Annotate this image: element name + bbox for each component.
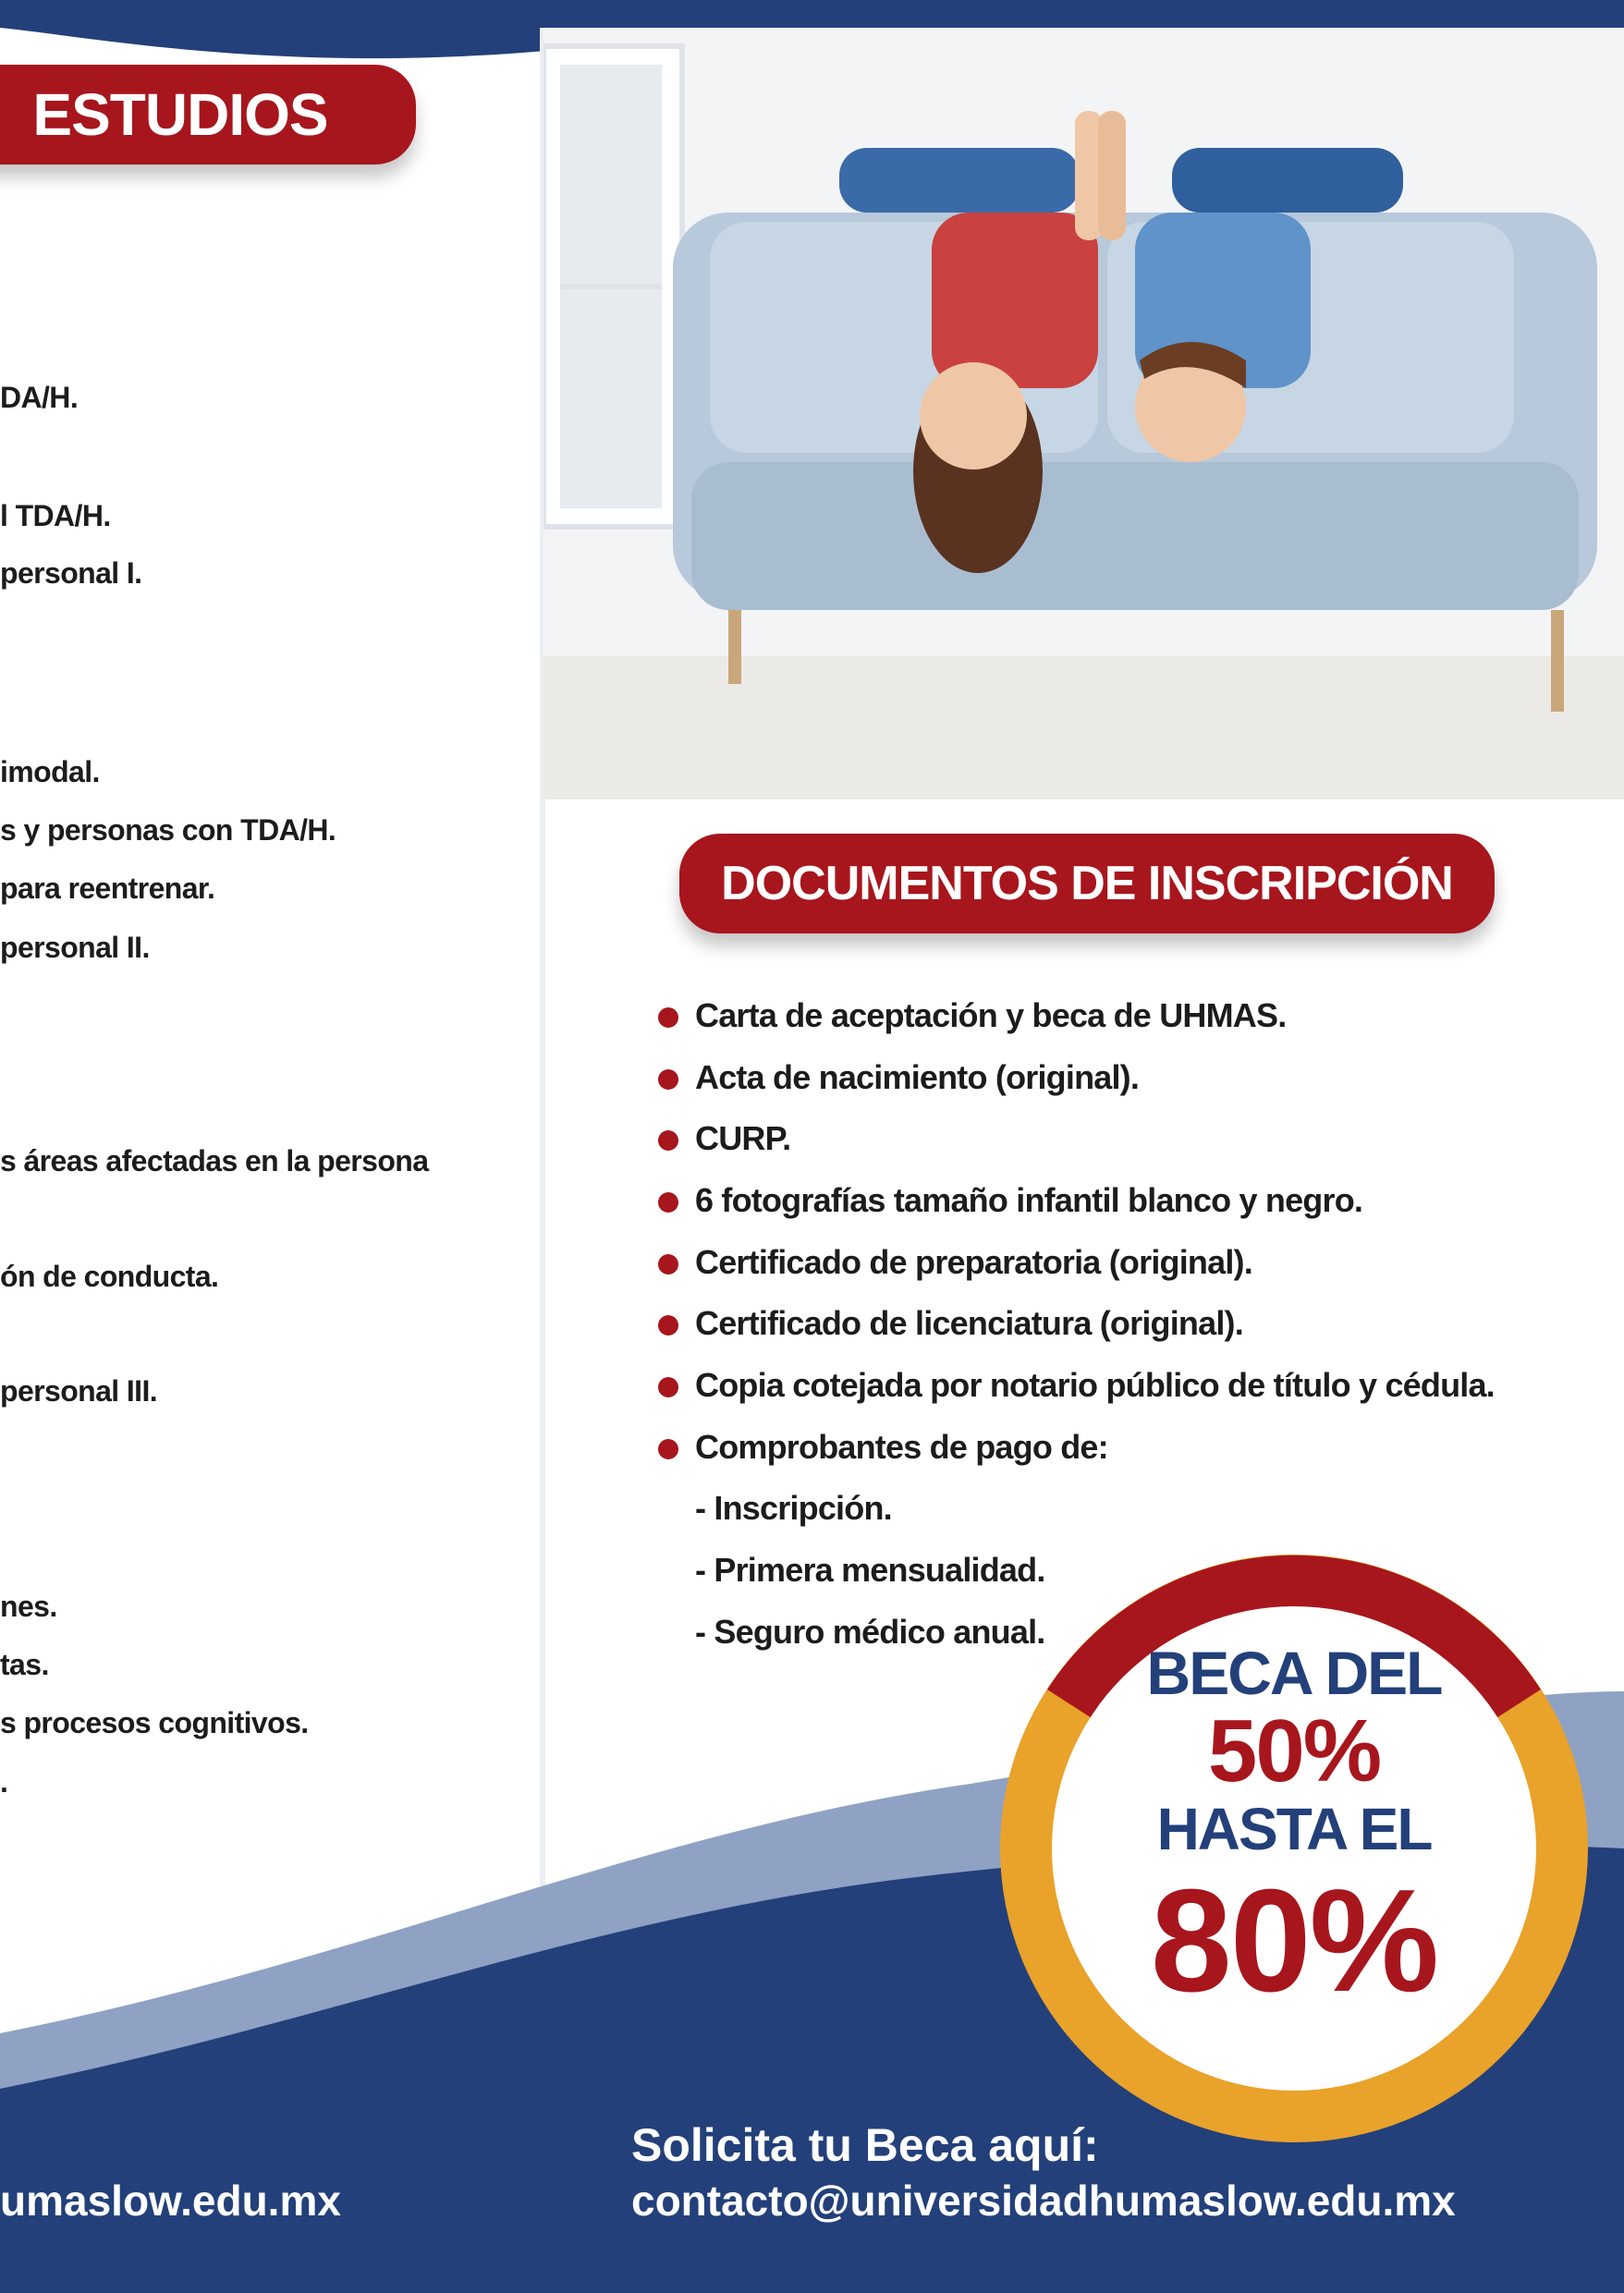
estudios-title: ESTUDIOS xyxy=(0,65,416,165)
bullet-icon xyxy=(658,1377,678,1397)
sub-list-item: - Primera mensualidad. xyxy=(695,1551,1045,1589)
badge-line-3: HASTA EL xyxy=(1156,1796,1432,1862)
bullet-icon xyxy=(658,1315,678,1336)
list-item: l TDA/H. xyxy=(0,499,111,532)
bullet-icon xyxy=(658,1130,678,1151)
list-item: . xyxy=(0,1765,8,1799)
sub-list-item: - Inscripción. xyxy=(695,1489,892,1527)
sub-list-item: - Seguro médico anual. xyxy=(695,1613,1045,1651)
list-item: para reentrenar. xyxy=(0,872,215,905)
bullet-icon xyxy=(658,1069,678,1090)
bullet-icon xyxy=(658,1007,678,1028)
bullet-icon xyxy=(658,1439,678,1459)
list-item: personal III. xyxy=(0,1374,158,1408)
badge-line-2: 50% xyxy=(1207,1701,1381,1800)
website-link[interactable]: umaslow.edu.mx xyxy=(0,2177,341,2225)
list-item: s áreas afectadas en la persona xyxy=(0,1144,429,1177)
bullet-icon xyxy=(658,1192,678,1213)
list-item: personal II. xyxy=(0,931,150,964)
list-item: ón de conducta. xyxy=(0,1260,219,1293)
contact-email-link[interactable]: contacto@universidadhumaslow.edu.mx xyxy=(631,2177,1456,2225)
list-item: imodal. xyxy=(0,755,100,788)
kids-on-sofa-photo xyxy=(543,28,1624,799)
list-item: tas. xyxy=(0,1648,49,1681)
list-item: s procesos cognitivos. xyxy=(0,1706,309,1739)
list-item: DA/H. xyxy=(0,381,79,414)
bullet-icon xyxy=(658,1254,678,1275)
list-item: nes. xyxy=(0,1590,57,1623)
list-item: s y personas con TDA/H. xyxy=(0,813,336,847)
list-item: personal I. xyxy=(0,556,142,590)
badge-line-4: 80% xyxy=(1150,1860,1438,2022)
cta-text: Solicita tu Beca aquí: xyxy=(631,2119,1099,2171)
documentos-title: DOCUMENTOS DE INSCRIPCIÓN xyxy=(679,834,1495,933)
badge-line-1: BECA DEL xyxy=(1146,1639,1442,1707)
